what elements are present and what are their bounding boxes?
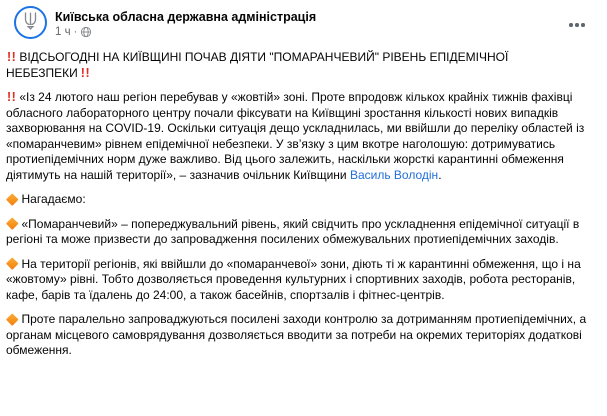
- ellipsis-icon: [569, 23, 573, 27]
- post-paragraph: [6, 217, 589, 248]
- post-text-segment: ВІДСЬОГОДНІ НА КИЇВЩИНІ ПОЧАВ ДІЯТИ "ПОМАРАНЧЕВИЙ" РІВЕНЬ ЕПІДЕМІЧНОЇ НЕБЕЗПЕКИ: [6, 50, 509, 80]
- double-exclamation-icon: !!: [7, 90, 17, 104]
- double-exclamation-icon: !!: [80, 65, 91, 80]
- post-paragraph: [6, 90, 589, 183]
- profile-link[interactable]: Василь Володін: [349, 167, 439, 182]
- more-options-button[interactable]: [563, 14, 591, 36]
- globe-icon: [80, 26, 92, 38]
- post-text-segment: Проте паралельно запроваджуються посилені заходи контролю за дотриманням протиепідемічних, а органам місцевого самоврядування дозволяється вводити за потреби на окремих територіях додаткові обмеження.: [6, 312, 587, 357]
- post-paragraph: [6, 257, 589, 304]
- post-header: [0, 0, 607, 46]
- post-text-segment: На території регіонів, які ввійшли до «помаранчевої» зони, діють ті ж карантинні обмеження, що і на «жовтому» рівні. Тобто дозволяється проведення культурних і спортивних заходів, робота ресторанів, кафе, барів та їдалень до 24:00, а також басейнів, спортзалів і фітнес-центрів.: [6, 256, 581, 302]
- post-paragraph: [6, 312, 589, 359]
- post-text-segment: «Помаранчевий» – попереджувальний рівень, який свідчить про ускладнення епідемічної ситуації в регіоні та може призвести до запровадження посилених обмежувальних протиепідемічних заходів.: [6, 216, 580, 246]
- post-text-segment: «Із 24 лютого наш регіон перебував у «жовтій» зоні. Проте впродовж кількох крайніх тижнів фахівці обласного лабораторного центру почали фіксувати на Київщині зростання кількості нових випадків захворювання на COVID-19. Оскільки ситуація дещо ускладнилась, ми ввійшли до переліку областей із «помаранчевим» рівнем епідемічної небезпеки. У зв’язку з цим вкотре наголошую: дотримуватись протиепідемічних норм дуже важливо. Від цього залежить, наскільки жорсткі карантинні обмеження діятимуть на нашій території», – зазначив очільник Київщини: [6, 90, 585, 182]
- post-text: [0, 46, 607, 359]
- orange-diamond-icon: [6, 313, 18, 325]
- double-exclamation-icon: !!: [7, 50, 17, 64]
- post-meta[interactable]: [55, 26, 92, 38]
- meta-separator: ·: [73, 26, 78, 38]
- ukraine-trident-icon: [20, 10, 41, 36]
- timestamp: 1 ч: [55, 26, 71, 38]
- post-paragraph: [6, 50, 589, 81]
- page-avatar[interactable]: [14, 6, 47, 39]
- post-paragraph: [6, 192, 589, 208]
- post-text-segment: .: [438, 167, 442, 182]
- page-name-link[interactable]: Київська обласна державна адміністрація: [55, 10, 317, 24]
- orange-diamond-icon: [6, 217, 18, 229]
- post-text-segment: Нагадаємо:: [21, 192, 86, 206]
- orange-diamond-icon: [6, 193, 18, 205]
- orange-diamond-icon: [6, 257, 18, 269]
